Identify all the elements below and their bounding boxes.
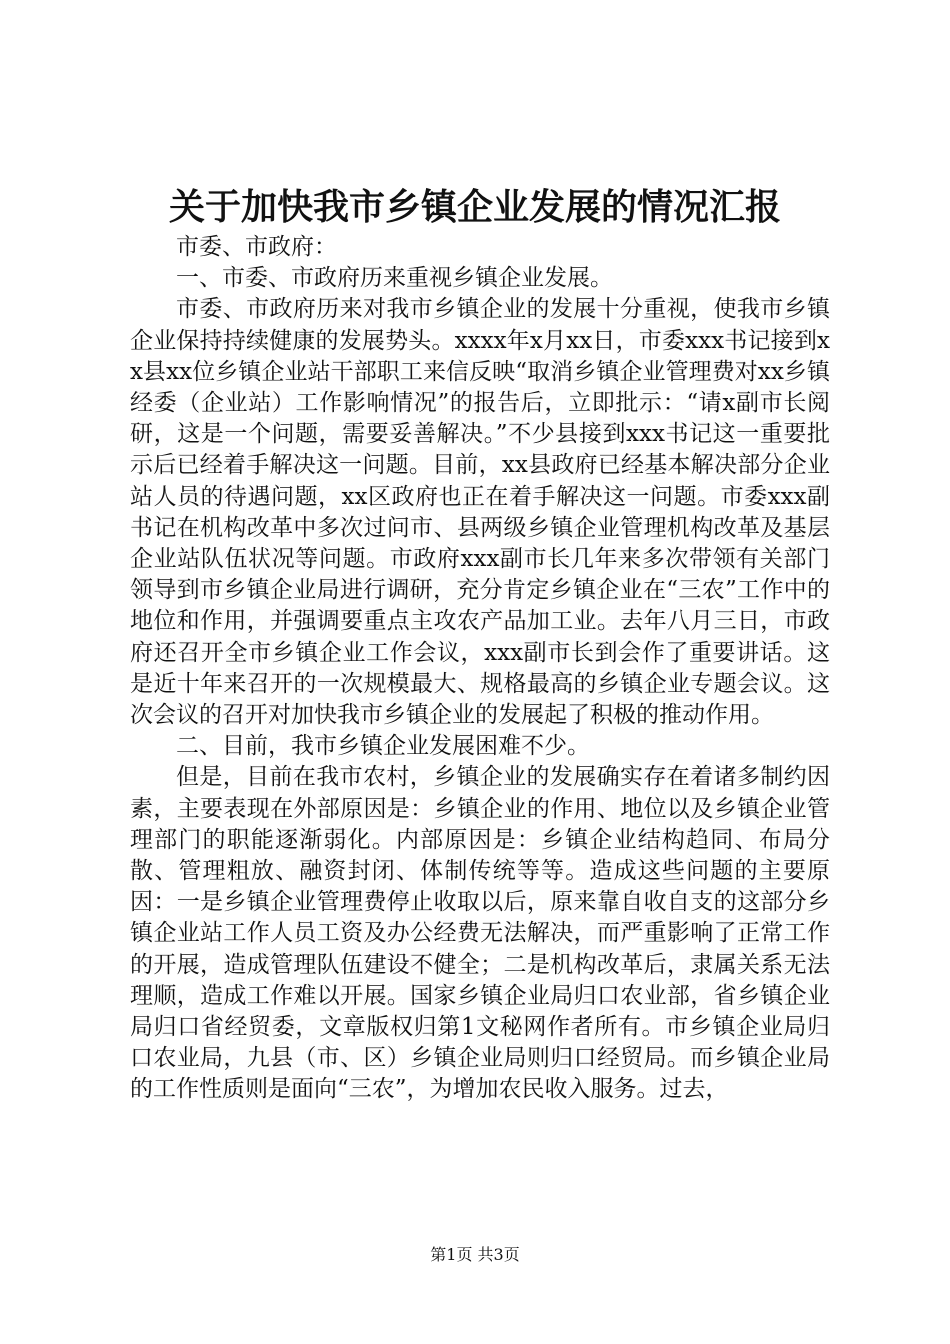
section-heading-1: 一、市委、市政府历来重视乡镇企业发展。 bbox=[176, 265, 613, 292]
section-heading-2: 二、目前，我市乡镇企业发展困难不少。 bbox=[176, 733, 590, 760]
salutation: 市委、市政府： bbox=[176, 234, 337, 260]
body-paragraph-1: 市委、市政府历来对我市乡镇企业的发展十分重视，使我市乡镇企业保持持续健康的发展势头。xxxx年x月xx日，市委xxx书记接到xx县xx位乡镇企业站干部职工来信反映“取消乡镇企业管理费对xx乡镇经委（企业站）工作影响情况”的报告后，立即批示：“请x副市长阅研，这是一个问题，需要妥善解决。”不少县接到xxx书记这一重要批示后已经着手解决这一问题。目前，xx县政府已经基本解决部分企业站人员的待遇问题，xx区政府也正在着手解决这一问题。市委xxx副书记在机构改革中多次过问市、县两级乡镇企业管理机构改革及基层企业站队伍状况等问题。市政府xxx副市长几年来多次带领有关部门领导到市乡镇企业局进行调研，充分肯定乡镇企业在“三农”工作中的地位和作用，并强调要重点主攻农产品加工业。去年八月三日，市政府还召开全市乡镇企业工作会议，xxx副市长到会作了重要讲话。这是近十年来召开的一次规模最大、规格最高的乡镇企业专题会议。这次会议的召开对加快我市乡镇企业的发展起了积极的推动作用。 bbox=[130, 296, 830, 729]
document-title: 关于加快我市乡镇企业发展的情况汇报 bbox=[168, 186, 781, 228]
page-number-footer: 第1页 共3页 bbox=[430, 1245, 520, 1264]
document-body bbox=[130, 232, 830, 1106]
body-paragraph-2: 但是，目前在我市农村，乡镇企业的发展确实存在着诸多制约因素，主要表现在外部原因是：乡镇企业的作用、地位以及乡镇企业管理部门的职能逐渐弱化。内部原因是：乡镇企业结构趋同、布局分散、管理粗放、融资封闭、体制传统等等。造成这些问题的主要原因：一是乡镇企业管理费停止收取以后，原来靠自收自支的这部分乡镇企业站工作人员工资及办公经费无法解决，而严重影响了正常工作的开展，造成管理队伍建设不健全；二是机构改革后，隶属关系无法理顺，造成工作难以开展。国家乡镇企业局归口农业部，省乡镇企业局归口省经贸委，文章版权归第1文秘网作者所有。市乡镇企业局归口农业局，九县（市、区）乡镇企业局则归口经贸局。而乡镇企业局的工作性质则是面向“三农”，为增加农民收入服务。过去， bbox=[130, 764, 830, 1103]
